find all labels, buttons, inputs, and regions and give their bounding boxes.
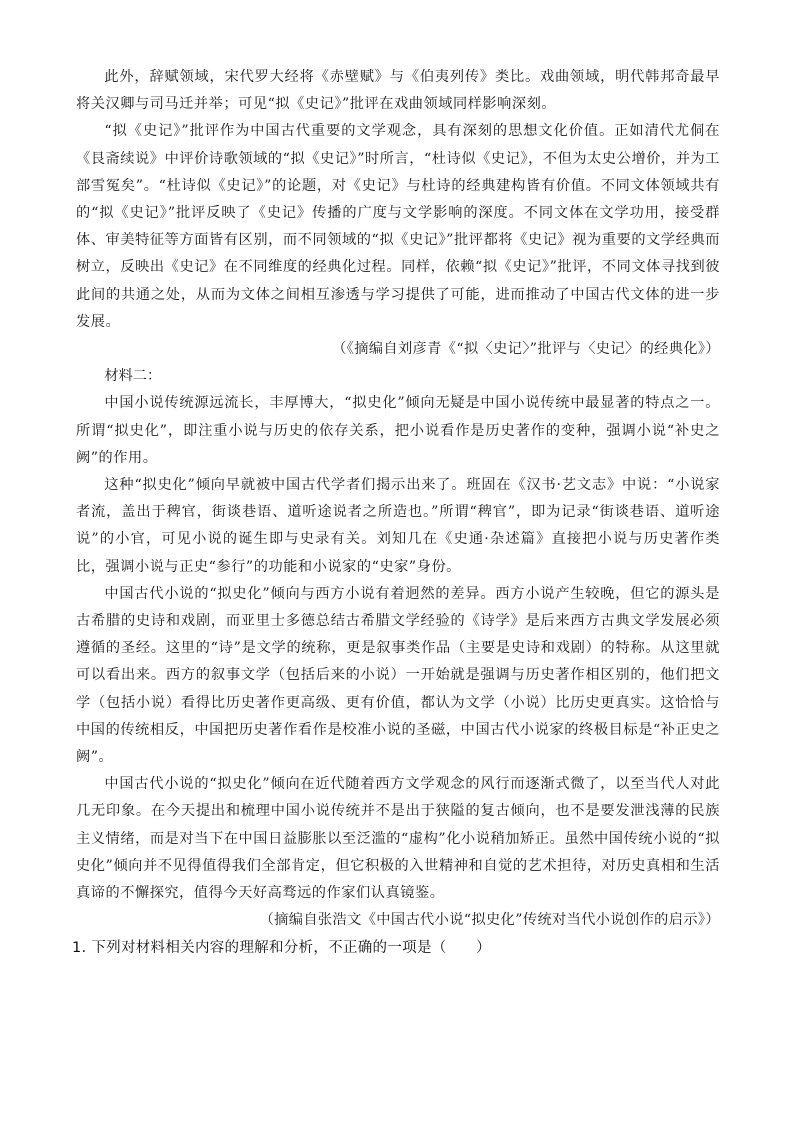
material-label: 材料二： xyxy=(104,368,162,385)
paragraph: 中国古代小说的“拟史化”倾向与西方小说有着迥然的差异。西方小说产生较晚，但它的源头是古希腊的史诗和戏剧，而亚里士多德总结古希腊文学经验的《诗学》是后来西方古典文学发展必须遵循的圣经。这里的“诗”是文学的统称，更是叙事类作品（主要是史诗和戏剧）的特称。从这里就可以看出来。西方的叙事文学（包括后来的小说）一开始就是强调与历史著作相区别的，他们把文学（包括小说）看得比历史著作更高级、更有价值，都认为文学（小说）比历史更真实。这恰恰与中国的传统相反，中国把历史著作看作是校准小说的圣磁，中国古代小说家的终极目标是“补正史之阙”。 xyxy=(76,585,720,766)
paragraph: 此外，辞赋领域，宋代罗大经将《赤壁赋》与《伯夷列传》类比。戏曲领域，明代韩邦奇最早将关汉卿与司马迁并举；可见“拟《史记》”批评在戏曲领域同样影响深刻。 xyxy=(76,69,720,113)
source-citation: （摘编自张浩文《中国古代小说“拟史化”传统对当代小说创作的启示》） xyxy=(259,912,720,929)
source-citation: （《摘编自刘彦青《“拟〈史记〉”批评与〈史记〉的经典化》） xyxy=(332,341,720,358)
document-page xyxy=(72,64,720,962)
paragraph: 这种“拟史化”倾向早就被中国古代学者们揭示出来了。班固在《汉书·艺文志》中说：“小说家者流，盖出于稗官，街谈巷语、道听途说者之所造也。”所谓“稗官”，即为记录“街谈巷语、道听途说”的小官，可见小说的诞生即与史录有关。刘知几在《史通·杂述篇》直接把小说与历史著作类比，强调小说与正史“参行”的功能和小说家的“史家”身份。 xyxy=(76,477,720,575)
paragraph: 中国古代小说的“拟史化”倾向在近代随着西方文学观念的风行而逐渐式微了，以至当代人对此几无印象。在今天提出和梳理中国小说传统并不是出于狭隘的复古倾向，也不是要发泄浅薄的民族主义情绪，而是对当下在中国日益膨胀以至泛滥的“虚构”化小说稍加矫正。虽然中国传统小说的“拟史化”倾向并不见得值得我们全部肯定，但它积极的入世精神和自觉的艺术担待，对历史真相和生活真谛的不懈探究，值得今天好高骛远的作家们认真镜鉴。 xyxy=(76,776,720,902)
paragraph: “拟《史记》”批评作为中国古代重要的文学观念，具有深刻的思想文化价值。正如清代尤侗在《艮斋续说》中评价诗歌领域的“拟《史记》”时所言，“杜诗似《史记》，不但为太史公增价，并为工部雪冤矣”。“杜诗似《史记》”的论题，对《史记》与杜诗的经典建构皆有价值。不同文体领域共有的“拟《史记》”批评反映了《史记》传播的广度与文学影响的深度。不同文体在文学功用，接受群体、审美特征等方面皆有区别，而不同领域的“拟《史记》”批评都将《史记》视为重要的文学经典而树立，反映出《史记》在不同维度的经典化过程。同样，依赖“拟《史记》”批评，不同文体寻找到彼此间的共通之处，从而为文体之间相互渗透与学习提供了可能，进而推动了中国古代文体的进一步发展。 xyxy=(76,123,720,330)
paragraph: 中国小说传统源远流长，丰厚博大，“拟史化”倾向无疑是中国小说传统中最显著的特点之一。所谓“拟史化”，即注重小说与历史的依存关系，把小说看作是历史著作的变种，强调小说“补史之阙”的作用。 xyxy=(76,395,720,466)
question-stem: 1. 下列对材料相关内容的理解和分析，不正确的一项是（ ） xyxy=(72,939,491,956)
